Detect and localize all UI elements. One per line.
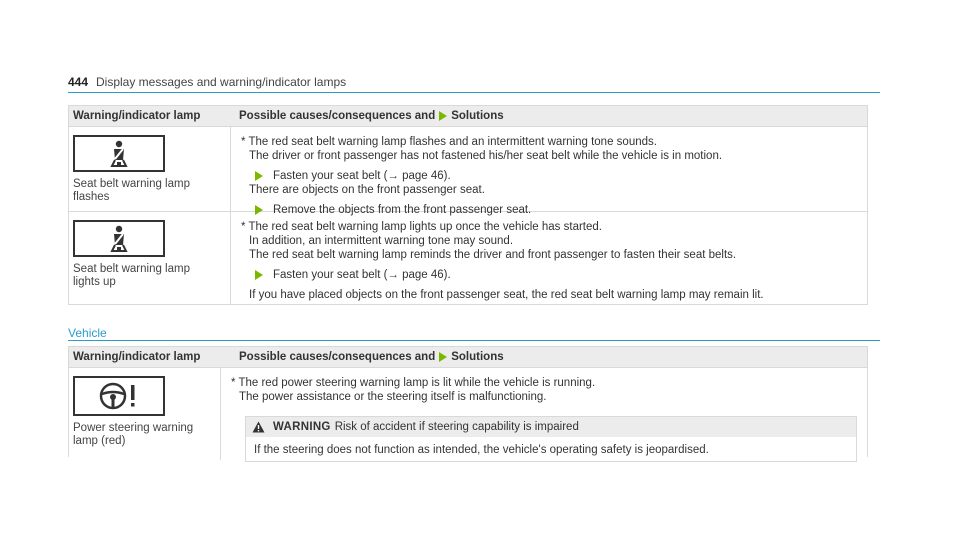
lamp-label: Seat belt warning lamp flashes bbox=[73, 178, 190, 203]
cause-text: The power assistance or the steering itself is malfunctioning. bbox=[239, 391, 547, 403]
col-header-lamp: Warning/indicator lamp bbox=[73, 351, 201, 363]
col-header-solutions-text: Solutions bbox=[451, 351, 504, 363]
solution-arrow-icon bbox=[255, 171, 263, 181]
note-text: If you have placed objects on the front passenger seat, the red seat belt warning lamp may remain lit. bbox=[249, 289, 764, 301]
power-steering-icon bbox=[73, 376, 165, 416]
solution-arrow-icon bbox=[439, 352, 447, 362]
causes-cell bbox=[231, 127, 867, 216]
lamp-label: Seat belt warning lamp lights up bbox=[73, 263, 190, 288]
warning-box bbox=[245, 416, 857, 462]
col-header-causes bbox=[231, 106, 867, 126]
solution-arrow-icon bbox=[255, 270, 263, 280]
table-row bbox=[69, 212, 867, 304]
note-text: There are objects on the front passenger seat. bbox=[249, 184, 485, 196]
col-header-solutions-text: Solutions bbox=[451, 110, 504, 122]
cause-text: In addition, an intermittent warning tone may sound. bbox=[249, 235, 514, 247]
table-header bbox=[69, 106, 867, 127]
page-number: 444 bbox=[68, 75, 89, 89]
warning-label: WARNING bbox=[273, 421, 331, 433]
col-header-lamp: Warning/indicator lamp bbox=[73, 110, 201, 122]
power-steering-table bbox=[68, 346, 868, 457]
seat-belt-icon bbox=[73, 220, 165, 257]
solution-step: Fasten your seat belt (→ page 46). bbox=[255, 169, 857, 183]
seat-belt-table bbox=[68, 105, 868, 305]
cause-text: * The red seat belt warning lamp flashes and an intermittent warning tone sounds. bbox=[241, 136, 657, 148]
table-row bbox=[69, 127, 867, 216]
seat-belt-icon bbox=[73, 135, 165, 172]
cause-text: * The red seat belt warning lamp lights up once the vehicle has started. bbox=[241, 221, 602, 233]
lamp-label: Power steering warning lamp (red) bbox=[73, 422, 194, 447]
cause-text: The driver or front passenger has not fastened his/her seat belt while the vehicle is in motion. bbox=[249, 150, 723, 162]
warning-header bbox=[246, 417, 856, 437]
cause-text: * The red power steering warning lamp is lit while the vehicle is running. bbox=[231, 377, 596, 389]
page-title: Display messages and warning/indicator lamps bbox=[96, 75, 347, 89]
causes-cell bbox=[221, 368, 867, 460]
table-row bbox=[69, 368, 867, 460]
section-heading: Vehicle bbox=[68, 324, 880, 341]
table-header bbox=[69, 347, 867, 368]
warning-body: If the steering does not function as intended, the vehicle's operating safety is jeopardised. bbox=[254, 444, 709, 456]
cause-text: The red seat belt warning lamp reminds the driver and front passenger to fasten their seat belts. bbox=[249, 249, 737, 261]
solution-step: Remove the objects from the front passenger seat. bbox=[255, 203, 857, 217]
causes-cell bbox=[231, 212, 867, 304]
col-header-causes-text: Possible causes/consequences and bbox=[239, 351, 436, 363]
col-header-causes-text: Possible causes/consequences and bbox=[239, 110, 436, 122]
col-header-causes bbox=[231, 347, 867, 367]
solution-arrow-icon bbox=[439, 111, 447, 121]
solution-step: Fasten your seat belt (→ page 46). bbox=[255, 268, 857, 282]
page-header bbox=[68, 72, 880, 93]
warning-triangle-icon bbox=[252, 421, 265, 433]
warning-title: Risk of accident if steering capability is impaired bbox=[334, 421, 579, 433]
